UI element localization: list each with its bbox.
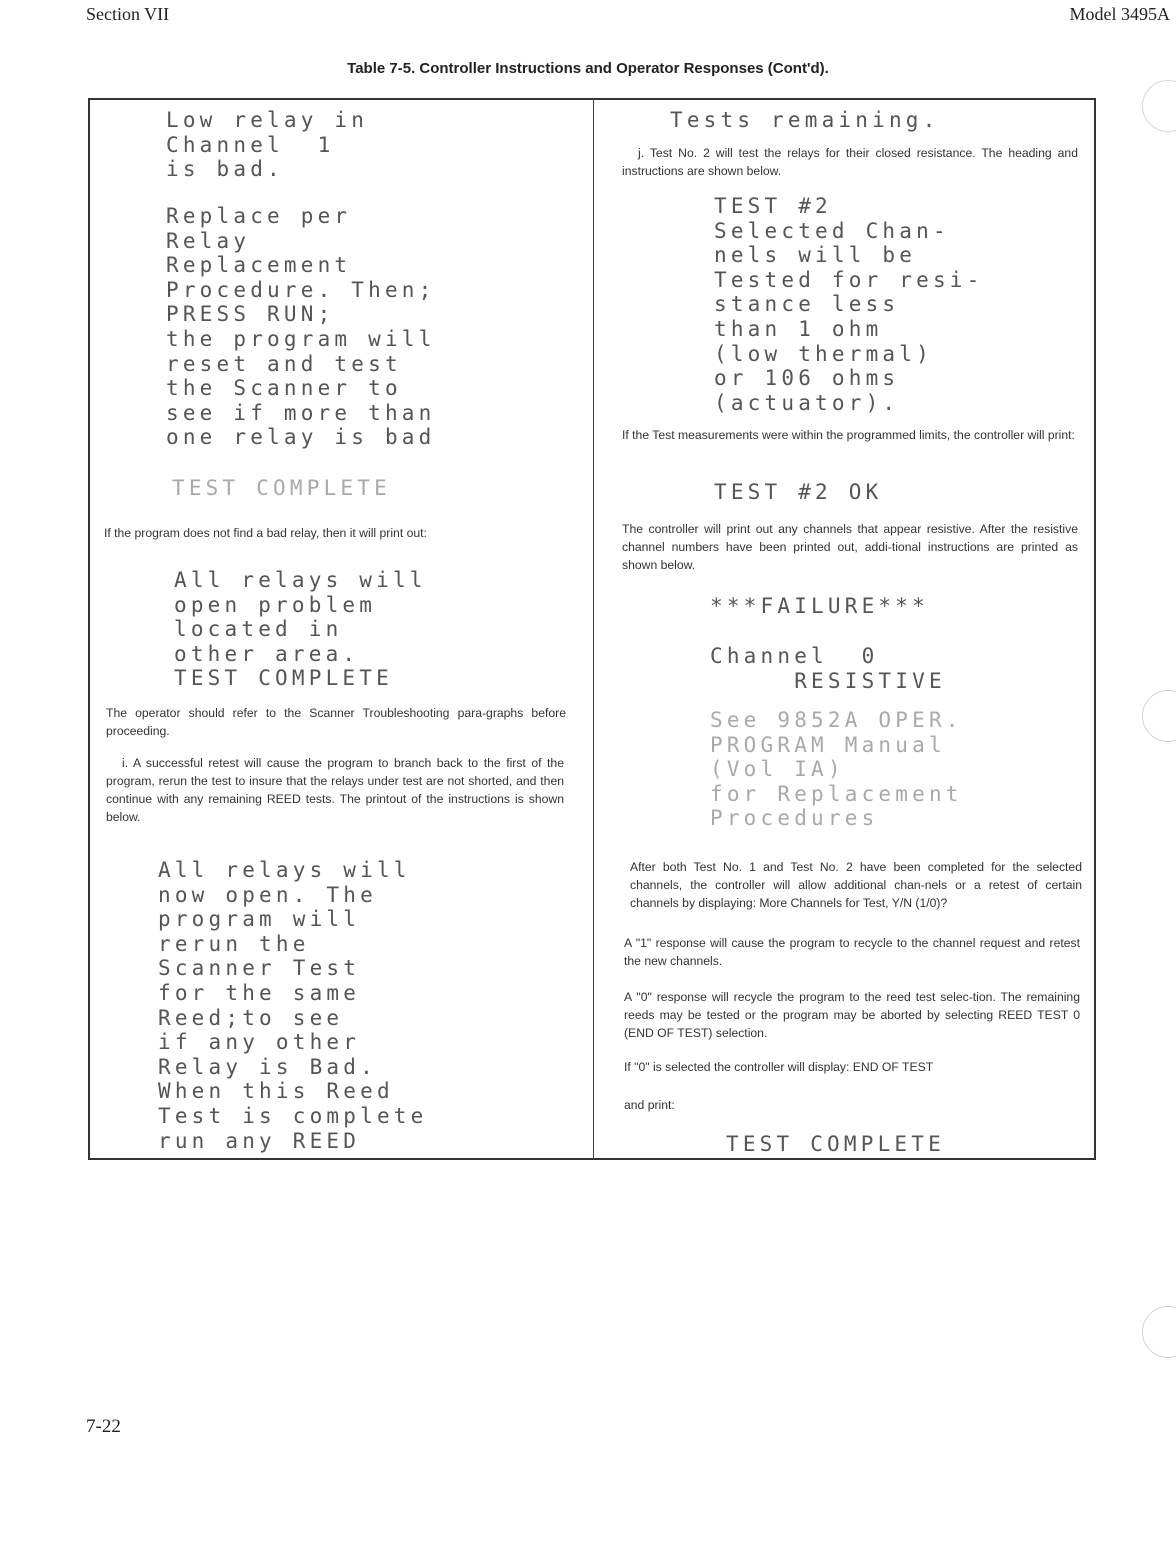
page-number: 7-22	[86, 1416, 121, 1437]
display-rerun-instructions: All relays will now open. The program will rerun the Scanner Test for the same Reed;to see if any other Relay is Bad. When this Reed Test is complete run any REED	[158, 858, 428, 1153]
paragraph-test-2: j. Test No. 2 will test the relays for their closed resistance. The heading and instructions are shown below.	[622, 146, 1078, 178]
paragraph-response-1: A "1" response will cause the program to recycle to the channel request and retest the new channels.	[624, 936, 1080, 968]
display-test-2-ok: TEST #2 OK	[714, 480, 883, 504]
section-header: Section VII	[86, 4, 170, 24]
display-channel-resistive: Channel 0 RESISTIVE	[710, 644, 946, 693]
column-divider	[593, 98, 594, 1160]
paragraph-response-0: A "0" response will recycle the program to the reed test selec-tion. The remaining reeds may be tested or the program may be aborted by selecting REED TEST 0 (END OF TEST) selection.	[624, 990, 1080, 1040]
binder-hole	[1142, 1306, 1176, 1358]
display-test-complete-final: TEST COMPLETE	[726, 1132, 945, 1156]
display-low-relay: Low relay in Channel 1 is bad.	[166, 108, 369, 182]
paragraph-within-limits: If the Test measurements were within the programmed limits, the controller will print:	[622, 428, 1075, 442]
display-test-2-heading: TEST #2 Selected Chan- nels will be Tested for resi- stance less than 1 ohm (low thermal) or 106 ohms (actuator).	[714, 194, 984, 415]
display-replace-instructions: Replace per Relay Replacement Procedure. Then; PRESS RUN; the program will reset and test the Scanner to see if more than one relay is bad	[166, 204, 436, 450]
display-tests-remaining: Tests remaining.	[670, 108, 940, 132]
model-header: Model 3495A	[1069, 4, 1170, 24]
binder-hole	[1142, 690, 1176, 742]
binder-hole	[1142, 80, 1176, 132]
paragraph-more-channels: After both Test No. 1 and Test No. 2 have been completed for the selected channels, the controller will allow additional chan-nels or a retest of certain channels by displaying: More Channels for Test, Y/N (1/0)?	[630, 860, 1082, 910]
display-see-manual: See 9852A OPER. PROGRAM Manual (Vol IA) for Replacement Procedures	[710, 708, 963, 831]
display-test-complete-1: TEST COMPLETE	[172, 476, 391, 500]
paragraph-retest: i. A successful retest will cause the program to branch back to the first of the program, rerun the test to insure that the relays under test are not shorted, and then continue with any remaining REED tests. The printout of the instructions is shown below.	[106, 756, 564, 824]
paragraph-no-bad-relay: If the program does not find a bad relay, then it will print out:	[104, 526, 427, 540]
display-failure: ***FAILURE***	[710, 594, 929, 618]
paragraph-resistive-channels: The controller will print out any channels that appear resistive. After the resistive channel numbers have been printed out, addi-tional instructions are printed as shown below.	[622, 522, 1078, 572]
table-title: Table 7-5. Controller Instructions and Operator Responses (Cont'd).	[347, 60, 829, 77]
paragraph-end-of-test: If "0" is selected the controller will display: END OF TEST	[624, 1060, 934, 1074]
paragraph-troubleshooting: The operator should refer to the Scanner Troubleshooting para-graphs before proceeding.	[106, 706, 566, 738]
display-all-relays-open: All relays will open problem located in other area. TEST COMPLETE	[174, 568, 427, 691]
paragraph-and-print: and print:	[624, 1098, 675, 1112]
